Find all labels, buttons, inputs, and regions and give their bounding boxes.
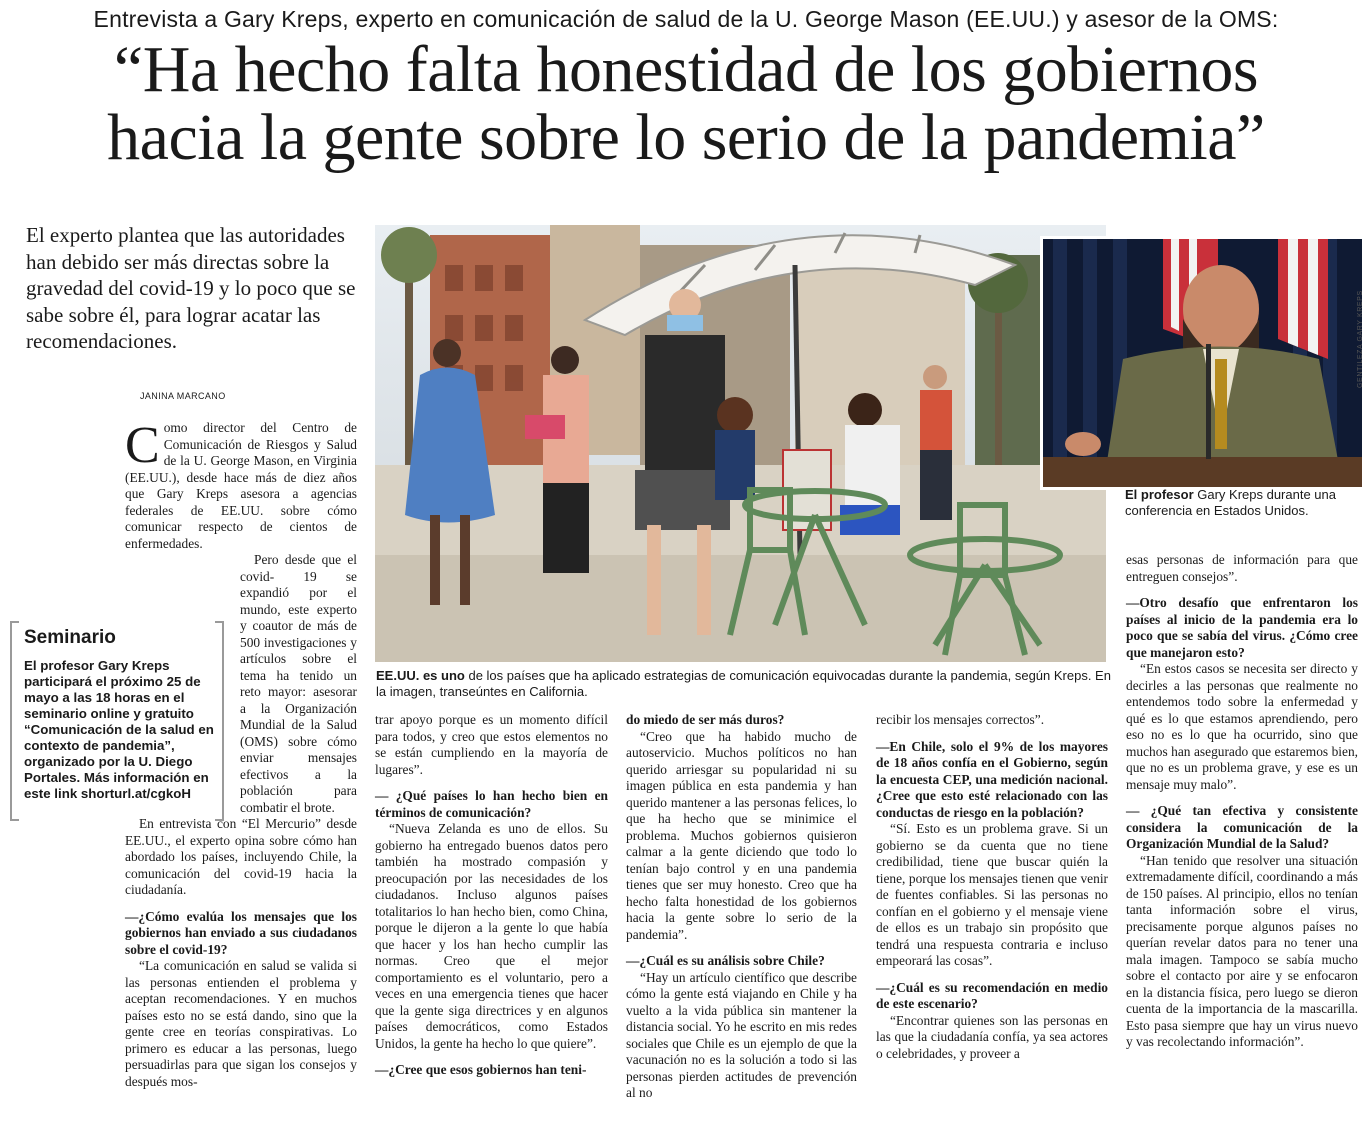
speaker-portrait-photo <box>1040 236 1365 490</box>
article-column-5 <box>1126 552 1358 1051</box>
paragraph: recibir los mensajes correctos”. <box>876 712 1045 727</box>
paragraph: “En estos casos se necesita ser directo y decirles a las personas que realmente no entendemos todo sobre la enfermedad y qué es lo que estamos aprendiendo, pero eso no es lo que ha ocurrido, sino que muchos han asegurado que estaremos bien, que no es un problema grave, y ese es un mensaje muy malo”. <box>1126 661 1358 792</box>
interview-question: —¿Cómo evalúa los mensajes que los gobiernos han enviado a sus ciudadanos sobre el covid-19? <box>125 908 357 957</box>
speaker-portrait-illustration <box>1043 239 1362 487</box>
paragraph: Pero desde que el covid- 19 se expandió por el mundo, este experto y coautor de más de 500 investigaciones y artículos sobre el tema ha tenido un reto mayor: asesorar a la Organización Mundial de la Salud (OMS) sobre cómo enviar mensajes efectivos a la población para combatir el brote. <box>240 552 357 815</box>
headline <box>0 33 1372 174</box>
paragraph: omo director del Centro de Comunicación de Riesgos y Salud de la U. George Mason, en Virginia (EE.UU.), desde hace más de diez años que Gary Kreps asesora a agencias federales de EE.UU. sobre cómo comunicar respecto de cientos de enfermedades. <box>125 420 357 551</box>
headline-line-1: “Ha hecho falta honestidad de los gobiernos <box>113 33 1259 106</box>
paragraph: “Han tenido que resolver una situación extremadamente difícil, coordinando a más de 150 países. Al principio, ellos no tenían tanta información sobre el virus, precisamente porque algunos países no querían revelar datos para no tener una mala imagen. Tampoco se sabía mucho sobre el contacto por aire y se enfocaron en la distancia física, pero luego se dieron cuenta de la importancia de la mascarilla. Esto pasa siempre que hay un virus nuevo y vas recolectando información”. <box>1126 852 1358 1049</box>
inset-photo-caption <box>1125 487 1363 519</box>
street-scene-illustration <box>375 225 1106 662</box>
interview-question: do miedo de ser más duros? <box>626 712 785 727</box>
drop-cap: C <box>125 417 160 474</box>
headline-line-2: hacia la gente sobre lo serio de la pandemia” <box>107 101 1265 174</box>
byline: JANINA MARCANO <box>140 391 226 401</box>
sidebar-title: Seminario <box>24 627 116 648</box>
paragraph: “Creo que ha habido mucho de autoservicio. Muchos políticos no han querido arriesgar su popularidad ni su imagen pública en esta pandemia y han querido mantener a las personas felices, lo que ha hecho que se minimice el problema. Muchos gobiernos quisieron calmar a la gente diciendo que todo lo tenían bajo control y en una pandemia tienes que ser muy honesto. Creo que ha hecho falta honestidad de los gobiernos hacia la gente sobre lo serio de la pandemia”. <box>626 728 857 942</box>
bracket-left <box>10 621 19 821</box>
paragraph: En entrevista con “El Mercurio” desde EE.UU., el experto opina sobre cómo han abordado los países, incluyendo Chile, la comunicación del covid-19 hacia la ciudadanía. <box>125 816 357 897</box>
paragraph: “Encontrar quienes son las personas en las que la ciudadanía confía, ya sea actores o celebridades, y proveer a <box>876 1012 1108 1061</box>
sidebar-text: El profesor Gary Kreps participará el próximo 25 de mayo a las 18 horas en el seminario online y gratuito “Comunicación de la salud en contexto de pandemia”, organizado por la U. Diego Portales. Más información en este link shorturl.at/cgkoH <box>24 658 214 801</box>
kicker: Entrevista a Gary Kreps, experto en comunicación de salud de la U. George Mason (EE.UU.) y asesor de la OMS: <box>93 6 1279 32</box>
paragraph: “La comunicación en salud se valida si las personas entienden el problema y aceptan recomendaciones. Y en muchos países esto no se está dando, sino que la gente cree en teorías conspirativas. Lo primero es educar a las personas, luego persuadirlas para que sigan los consejos y después mos- <box>125 958 357 1089</box>
paragraph: trar apoyo porque es un momento difícil para todos, y creo que estos elementos no se están cumpliendo en la mayoría de lugares”. <box>375 712 608 777</box>
lead-paragraph: El experto plantea que las autoridades han debido ser más directas sobre la gravedad del covid-19 y lo poco que se sabe sobre él, para lograr acatar las recomendaciones. <box>26 223 356 353</box>
article-column-3 <box>626 712 857 1102</box>
interview-question: —¿Cuál es su recomendación en medio de este escenario? <box>876 979 1108 1011</box>
paragraph: esas personas de información para que entreguen consejos”. <box>1126 552 1358 584</box>
interview-question: —¿Cree que esos gobiernos han teni- <box>375 1062 587 1077</box>
caption-text: Gary Kreps durante una conferencia en Estados Unidos. <box>1125 487 1336 518</box>
article-column-4 <box>876 712 1108 1062</box>
paragraph: “Hay un artículo científico que describe cómo la gente está viajando en Chile y ha vuelto a la vida pública sin mantener la distancia social. Yo he escrito en mis redes sociales que Chile es un ejemplo de que la vacunación no es la solución a todo si las personas pierden actitudes de prevención al no <box>626 969 857 1100</box>
photo-credit: GENTILEZA GARY KREPS <box>1357 290 1364 388</box>
interview-question: —Otro desafío que enfrentaron los países al inicio de la pandemia era lo poco que se sabía del virus. ¿Cómo cree que manejaron esto? <box>1126 595 1358 660</box>
caption-text: de los países que ha aplicado estrategias de comunicación equivocadas durante la pandemia, según Kreps. En la imagen, transeúntes en California. <box>376 668 1111 699</box>
interview-question: — ¿Qué países lo han hecho bien en términos de comunicación? <box>375 788 608 820</box>
interview-question: —En Chile, solo el 9% de los mayores de 18 años confía en el Gobierno, según la encuesta CEP, una medición nacional. ¿Cree que esto esté relacionado con las conductas de riesgo en la población? <box>876 738 1108 820</box>
paragraph: “Nueva Zelanda es uno de ellos. Su gobierno ha entregado buenos datos pero también ha mostrado compasión y preocupación por las necesidades de los ciudadanos. Incluso algunos países totalitarios lo han hecho bien, como China, porque le dijeron a la gente lo que había que hacer y los han hecho cumplir las normas. Creo que el mejor comportamiento es el voluntario, pero a veces en una emergencia tienes que hacer que la gente siga directrices y en algunos países democráticos, como Estados Unidos, la gente ha hecho lo que quiere”. <box>375 821 608 1051</box>
street-scene-photo <box>375 225 1106 662</box>
interview-question: —¿Cuál es su análisis sobre Chile? <box>626 953 825 968</box>
main-photo-caption <box>376 668 1111 700</box>
caption-lead: El profesor <box>1125 487 1194 502</box>
caption-lead: EE.UU. es uno <box>376 668 465 683</box>
interview-question: — ¿Qué tan efectiva y consistente considera la comunicación de la Organización Mundial de la Salud? <box>1126 803 1358 851</box>
article-column-2 <box>375 712 608 1079</box>
seminar-sidebar <box>10 621 224 818</box>
paragraph: “Sí. Esto es un problema grave. Si un gobierno se da cuenta que no tiene credibilidad, tiene que buscar quién la tiene, porque los mensajes tienen que venir de fuentes confiables. Si las personas no confían en el gobierno y el mensaje viene de ellos es un trabajo sin propósito que tendrá una respuesta contraria e incluso empeorará las cosas”. <box>876 821 1108 968</box>
